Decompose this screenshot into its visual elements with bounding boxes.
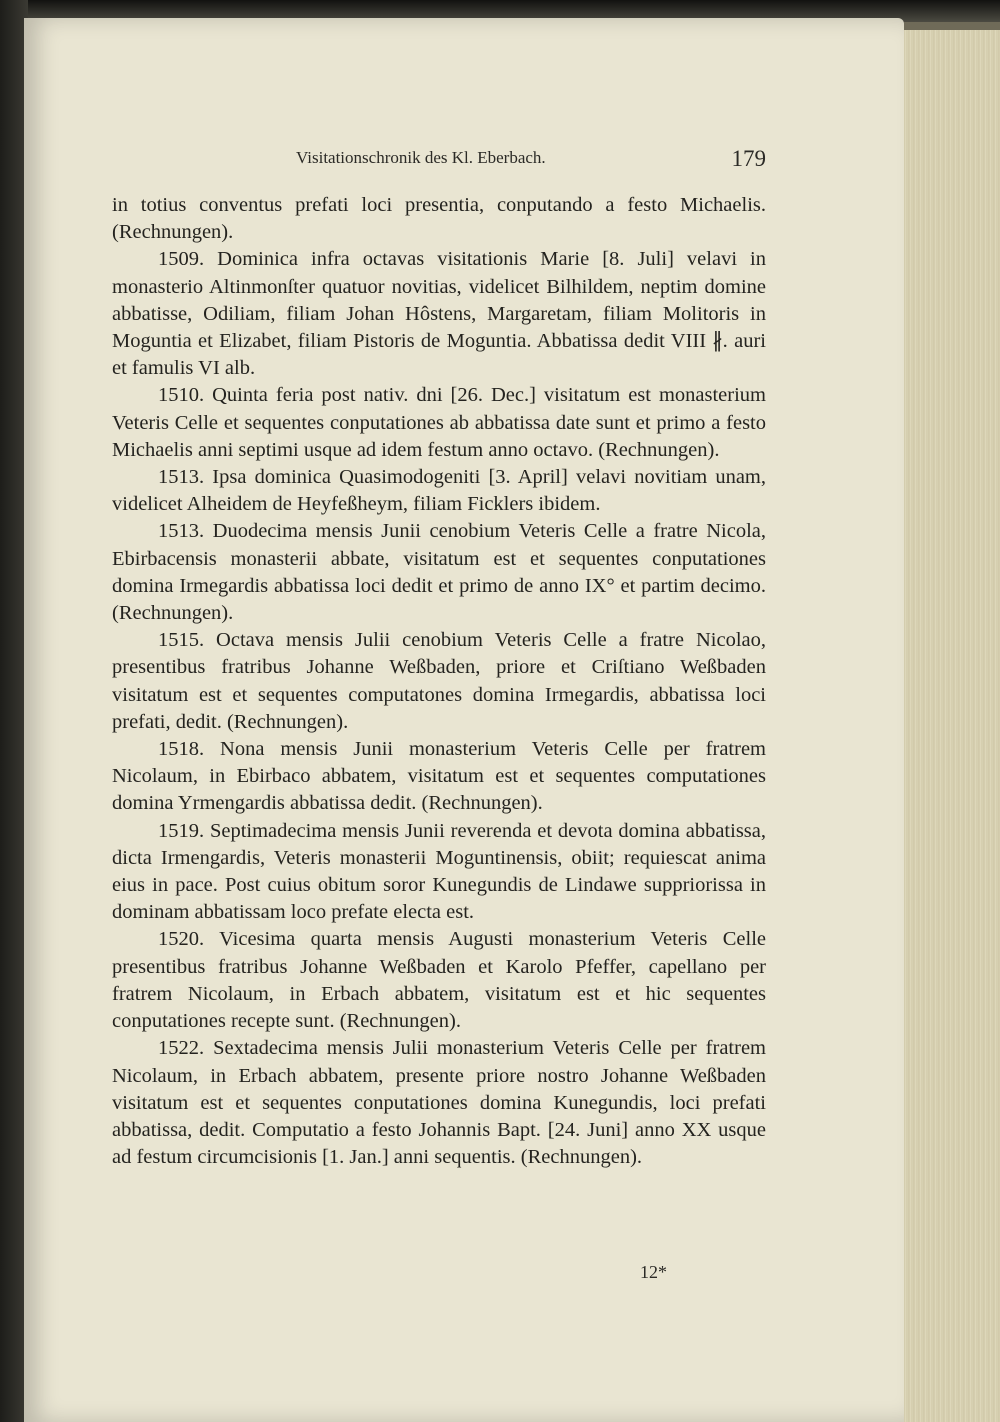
entry-1513-june: 1513. Duodecima mensis Junii cenobium Veteris Celle a fratre Nicola, Ebirbacensis monasterii abbate, visitatum est et sequentes conputationes domina Irmegardis abbatissa loci dedit et primo de anno IX° et partim decimo. (Rechnungen). — [112, 520, 766, 625]
entry-1519: 1519. Septimadecima mensis Junii reverenda et devota domina abbatissa, dicta Irmengardis, Veteris monasterii Moguntinensis, obiit; requiescat anima eius in pace. Post cuius obitum soror Kunegundis de Lindawe suppriorissa in dominam abbatissam loco prefate electa est. — [112, 819, 766, 924]
paragraph-continuation: in totius conventus prefati loci presentia, conputando a festo Michaelis. (Rechnungen). — [112, 194, 766, 244]
entry-1510: 1510. Quinta feria post nativ. dni [26. Dec.] visitatum est monasterium Veteris Celle et sequentes conputationes ab abbatissa date sunt et primo a festo Michaelis anni septimi usque ad idem festum anno octavo. (Rechnungen). — [112, 384, 766, 461]
page-edges — [900, 30, 1000, 1422]
entry-1509: 1509. Dominica infra octavas visitationis Marie [8. Juli] velavi in monasterio Altinmonſter quatuor novitias, videlicet Bilhildem, neptim domine abbatisse, Odiliam, filiam Johan Hôstens, Margaretam, filiam Molitoris in Moguntia et Elizabet, filiam Pistoris de Moguntia. Abbatissa dedit VIII ∦. auri et famulis VI alb. — [112, 248, 766, 380]
entry-1513-april: 1513. Ipsa dominica Quasimodogeniti [3. April] velavi novitiam unam, videlicet Alheidem de Heyfeßheym, filiam Ficklers ibidem. — [112, 466, 766, 516]
entry-1520: 1520. Vicesima quarta mensis Augusti monasterium Veteris Celle presentibus fratribus Johanne Weßbaden et Karolo Pfeffer, capellano per fratrem Nicolaum, in Erbach abbatem, visitatum est et hic sequentes conputationes recepte sunt. (Rechnungen). — [112, 928, 766, 1033]
entry-1518: 1518. Nona mensis Junii monasterium Veteris Celle per fratrem Nicolaum, in Ebirbaco abbatem, visitatum est et sequentes computationes domina Yrmengardis abbatissa dedit. (Rechnungen). — [112, 738, 766, 815]
entry-1522: 1522. Sextadecima mensis Julii monasterium Veteris Celle per fratrem Nicolaum, in Erbach abbatem, presente priore nostro Johanne Weßbaden visitatum est et sequentes conputationes domina Kunegundis, loci prefati abbatissa, dedit. Computatio a festo Johannis Bapt. [24. Juni] anno XX usque ad festum circumcisionis [1. Jan.] anni sequentis. (Rechnungen). — [112, 1037, 766, 1169]
page-header — [296, 148, 766, 178]
signature-mark: 12* — [640, 1262, 667, 1282]
entry-1515: 1515. Octava mensis Julii cenobium Veteris Celle a fratre Nicolao, presentibus fratribus Johanne Weßbaden, priore et Criſtiano Weßbaden visitatum est et sequentes computatones domina Irmegardis, abbatissa loci prefati, dedit. (Rechnungen). — [112, 629, 766, 733]
page-number: 179 — [731, 146, 766, 171]
running-title: Visitationschronik des Kl. Eberbach. — [296, 148, 546, 167]
body-text — [112, 192, 766, 1171]
